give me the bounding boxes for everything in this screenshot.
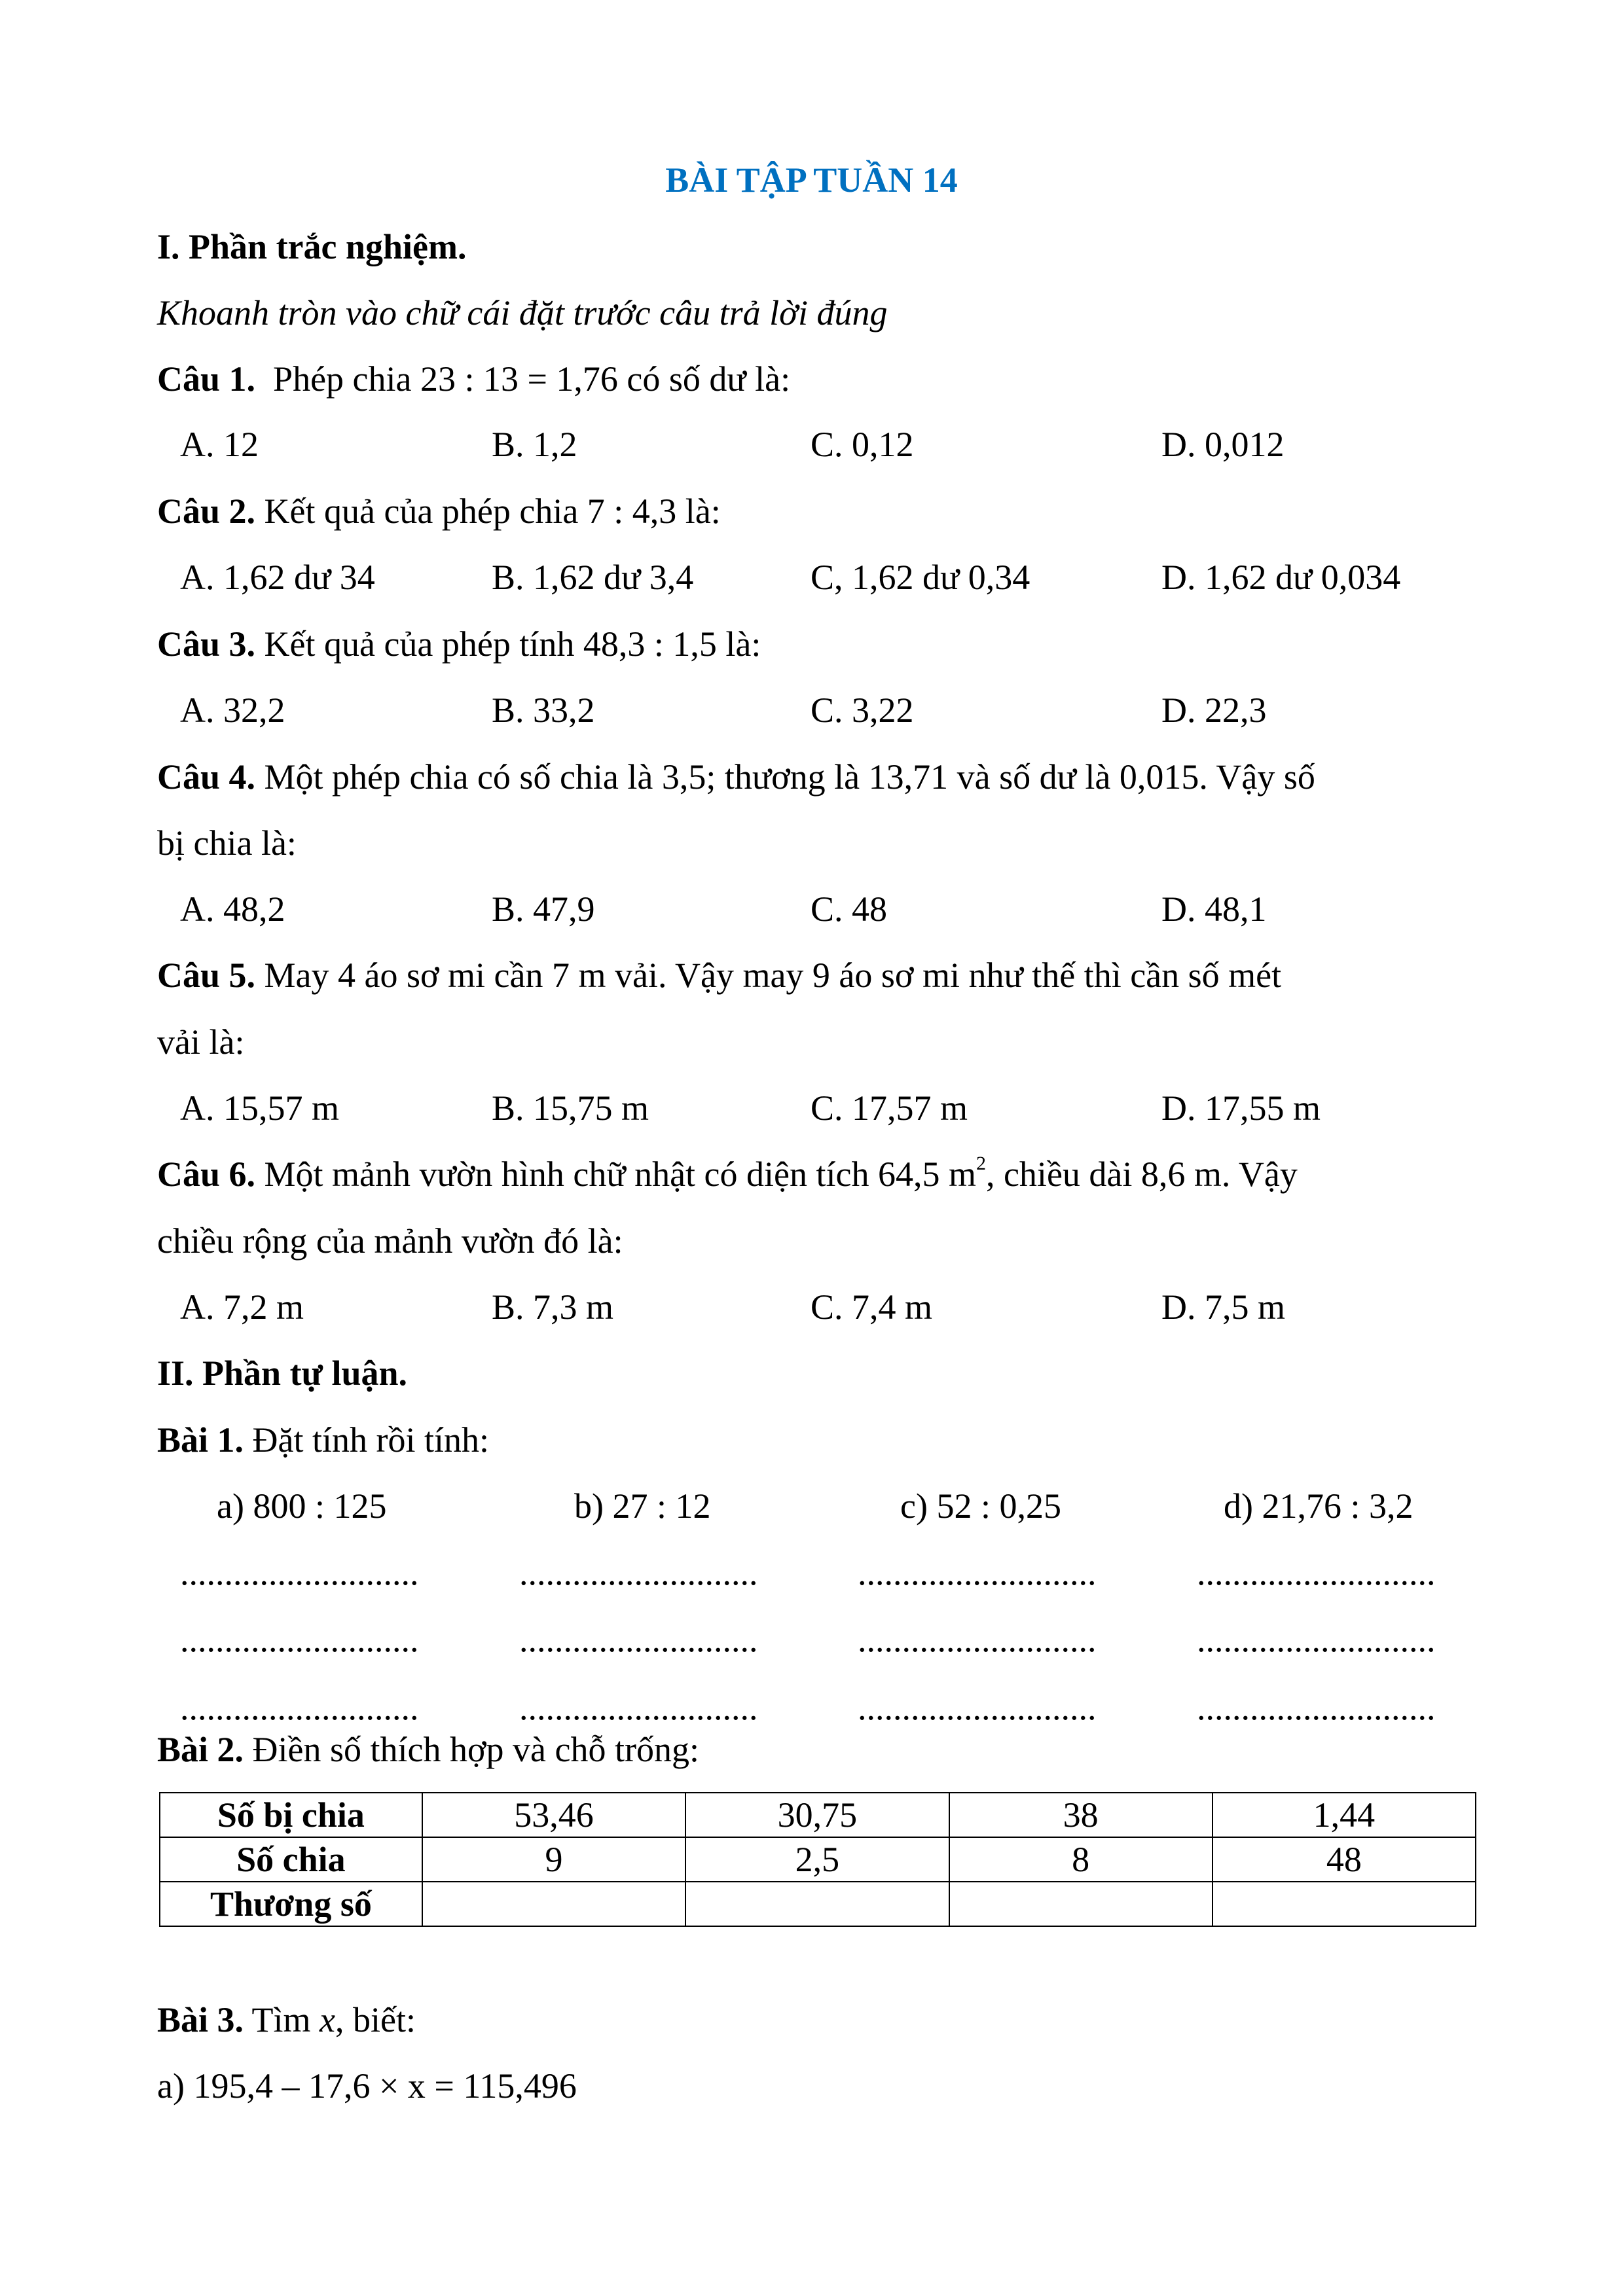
question-4-continued: bị chia là:	[157, 823, 297, 863]
option-d[interactable]: D. 1,62 dư 0,034	[1161, 558, 1401, 597]
answer-dots[interactable]: ...........................	[1197, 1688, 1436, 1727]
option-b[interactable]: B. 7,3 m	[492, 1287, 614, 1327]
bai-1	[157, 1422, 489, 1458]
variable-x: x	[319, 2000, 336, 2039]
table-cell: 9	[422, 1837, 685, 1882]
bai-1-item-d: d) 21,76 : 3,2	[1224, 1486, 1413, 1526]
question-label: Câu 6.	[157, 1155, 256, 1194]
option-c[interactable]: C. 0,12	[811, 425, 914, 464]
page-title: BÀI TẬP TUẦN 14	[665, 160, 958, 200]
option-d[interactable]: D. 17,55 m	[1161, 1088, 1321, 1128]
question-2	[157, 493, 721, 529]
table-cell: 30,75	[685, 1793, 949, 1837]
exercise-text: Điền số thích hợp và chỗ trống:	[244, 1730, 699, 1769]
exercise-label: Bài 3.	[157, 2000, 244, 2039]
question-label: Câu 3.	[157, 624, 256, 664]
table-row	[160, 1793, 1476, 1837]
row-header: Số bị chia	[160, 1793, 422, 1837]
answer-dots[interactable]: ...........................	[519, 1688, 758, 1727]
option-a[interactable]: A. 32,2	[180, 691, 285, 730]
answer-dots[interactable]: ...........................	[1197, 1553, 1436, 1592]
option-c[interactable]: C. 7,4 m	[811, 1287, 933, 1327]
bai-1-item-b: b) 27 : 12	[574, 1486, 711, 1526]
question-6-continued: chiều rộng của mảnh vườn đó là:	[157, 1221, 623, 1261]
answer-dots[interactable]: ...........................	[1197, 1620, 1436, 1659]
exercise-text: Tìm	[244, 2000, 320, 2039]
question-label: Câu 5.	[157, 956, 256, 995]
option-d[interactable]: D. 0,012	[1161, 425, 1285, 464]
question-4	[157, 759, 1315, 795]
answer-dots[interactable]: ...........................	[858, 1688, 1097, 1727]
instruction: Khoanh tròn vào chữ cái đặt trước câu trả lời đúng	[157, 293, 888, 332]
exercise-text: Đặt tính rồi tính:	[244, 1420, 489, 1460]
exercise-label: Bài 2.	[157, 1730, 244, 1769]
bai-3-item-a: a) 195,4 – 17,6 × x = 115,496	[157, 2066, 577, 2106]
question-label: Câu 1.	[157, 359, 256, 399]
option-b[interactable]: B. 1,62 dư 3,4	[492, 558, 694, 597]
option-a[interactable]: A. 48,2	[180, 889, 285, 929]
answer-dots[interactable]: ...........................	[858, 1620, 1097, 1659]
answer-dots[interactable]: ...........................	[858, 1553, 1097, 1592]
answer-cell[interactable]	[422, 1882, 685, 1926]
table-cell: 2,5	[685, 1837, 949, 1882]
option-c[interactable]: C. 48	[811, 889, 888, 929]
answer-dots[interactable]: ...........................	[180, 1620, 419, 1659]
bai-2	[157, 1732, 699, 1767]
question-text: Kết quả của phép chia 7 : 4,3 là:	[255, 492, 721, 531]
option-a[interactable]: A. 15,57 m	[180, 1088, 339, 1128]
question-text: Kết quả của phép tính 48,3 : 1,5 là:	[255, 624, 761, 664]
row-header: Số chia	[160, 1837, 422, 1882]
answer-dots[interactable]: ...........................	[519, 1620, 758, 1659]
question-label: Câu 4.	[157, 757, 256, 797]
question-3	[157, 626, 761, 662]
answer-dots[interactable]: ...........................	[519, 1553, 758, 1592]
option-b[interactable]: B. 1,2	[492, 425, 577, 464]
option-b[interactable]: B. 15,75 m	[492, 1088, 649, 1128]
table-cell: 48	[1213, 1837, 1476, 1882]
question-text: Một phép chia có số chia là 3,5; thương là 13,71 và số dư là 0,015. Vậy số	[255, 757, 1315, 797]
exercise-text-after: , biết:	[335, 2000, 416, 2039]
option-c[interactable]: C, 1,62 dư 0,34	[811, 558, 1030, 597]
answer-cell[interactable]	[949, 1882, 1213, 1926]
answer-cell[interactable]	[685, 1882, 949, 1926]
question-6	[157, 1153, 1298, 1194]
answer-cell[interactable]	[1213, 1882, 1476, 1926]
superscript-2: 2	[976, 1153, 986, 1174]
option-d[interactable]: D. 22,3	[1161, 691, 1267, 730]
option-d[interactable]: D. 48,1	[1161, 889, 1267, 929]
bai-1-item-c: c) 52 : 0,25	[900, 1486, 1061, 1526]
option-a[interactable]: A. 7,2 m	[180, 1287, 304, 1327]
question-1	[157, 361, 790, 397]
section-2-heading: II. Phần tự luận.	[157, 1354, 408, 1393]
division-table	[159, 1792, 1476, 1927]
option-c[interactable]: C. 3,22	[811, 691, 914, 730]
question-label: Câu 2.	[157, 492, 256, 531]
bai-3	[157, 2002, 416, 2037]
answer-dots[interactable]: ...........................	[180, 1688, 419, 1727]
question-5-continued: vải là:	[157, 1022, 245, 1062]
table-cell: 8	[949, 1837, 1213, 1882]
section-1-heading: I. Phần trắc nghiệm.	[157, 227, 467, 266]
table-row	[160, 1882, 1476, 1926]
question-5	[157, 958, 1281, 993]
answer-dots[interactable]: ...........................	[180, 1553, 419, 1592]
table-cell: 38	[949, 1793, 1213, 1837]
question-text: May 4 áo sơ mi cần 7 m vải. Vậy may 9 áo sơ mi như thế thì cần số mét	[255, 956, 1282, 995]
option-b[interactable]: B. 33,2	[492, 691, 595, 730]
table-cell: 53,46	[422, 1793, 685, 1837]
option-a[interactable]: A. 1,62 dư 34	[180, 558, 375, 597]
question-text: Một mảnh vườn hình chữ nhật có diện tích 64,5 m	[255, 1155, 976, 1194]
question-text: Phép chia 23 : 13 = 1,76 có số dư là:	[255, 359, 791, 399]
option-c[interactable]: C. 17,57 m	[811, 1088, 968, 1128]
question-text-after: , chiều dài 8,6 m. Vậy	[985, 1155, 1298, 1194]
option-d[interactable]: D. 7,5 m	[1161, 1287, 1285, 1327]
table-row	[160, 1837, 1476, 1882]
bai-1-item-a: a) 800 : 125	[217, 1486, 387, 1526]
exercise-label: Bài 1.	[157, 1420, 244, 1460]
option-a[interactable]: A. 12	[180, 425, 259, 464]
option-b[interactable]: B. 47,9	[492, 889, 595, 929]
row-header: Thương số	[160, 1882, 422, 1926]
table-cell: 1,44	[1213, 1793, 1476, 1837]
